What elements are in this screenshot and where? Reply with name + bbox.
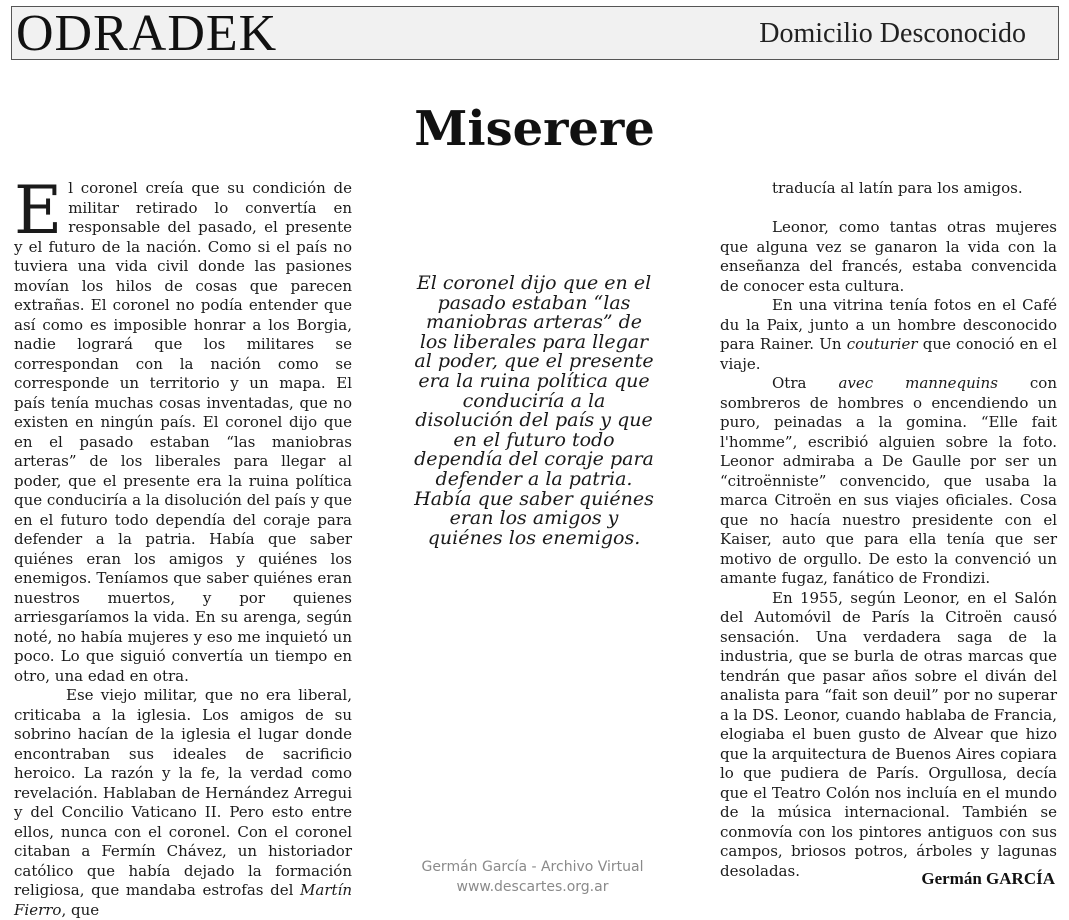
archive-credit (400, 857, 665, 897)
book-title: Martín Fierro (14, 881, 352, 919)
paragraph-spacer (720, 199, 1057, 219)
paragraph-text: traducía al latín para los amigos. (772, 179, 1023, 197)
author-signature: Germán GARCÍA (921, 869, 1055, 888)
paragraph (720, 296, 1057, 374)
article-column-right (720, 179, 1057, 881)
paragraph (720, 589, 1057, 882)
section-title: Domicilio Desconocido (759, 18, 1026, 49)
paragraph-text: Otra (772, 374, 839, 392)
paragraph-text: con sombreros de hombres o encendiendo un puro, peinadas a la gomina. “Elle fait l'homme”, escribió alguien sobre la foto. Leonor admiraba a De Gaulle por ser un “citroënniste” convencido, que usaba la marca Citroën en sus viajes oficiales. Cosa que no hacía nuestro presidente con el Kaiser, auto que para ella tenía que ser motivo de orgullo. De esto la convenció un amante fugaz, fanático de Frondizi. (720, 374, 1057, 587)
paragraph-text: , que (61, 900, 100, 919)
italic-term: couturier (846, 335, 918, 353)
paragraph-text: Leonor, como tantas otras mujeres que alguna vez se ganaron la vida con la enseñanza del francés, estaba convencida de conocer esta cultura. (720, 218, 1057, 295)
paragraph-text: En una vitrina tenía fotos en el Café du la Paix, junto a un hombre desconocido para Rainer. Un (720, 296, 1057, 353)
italic-term: avec mannequins (838, 374, 998, 392)
drop-cap: E (14, 172, 63, 249)
masthead (11, 6, 1059, 60)
paragraph-text: En 1955, según Leonor, en el Salón del Automóvil de París la Citroën causó sensación. Una verdadera saga de la industria, que se burla de otras marcas que tendrán que pasar años sobre el diván del analista para “fait son deuil” por no superar a la DS. Leonor, cuando hablaba de Francia, elogiaba el buen gusto de Alvear que hizo que la arquitectura de Buenos Aires copiara lo que pudiera de París. Orgullosa, decía que el Teatro Colón nos incluía en el mundo de la música internacional. También se conmovía con los pintores antiguos con sus campos, briosos potros, árboles y lagunas desoladas. (720, 588, 1057, 880)
paragraph-text: l coronel creía que su condición de militar retirado lo convertía en responsable del pasado, el presente y el futuro de la nación. Como si el país no tuviera una vida civil donde las pasiones movían los hilos de cosas que parecen extrañas. El coronel no podía entender que así como es imposible honrar a los Borgia, nadie logrará que los militares se correspondan con la nación como se corresponde un territorio y un mapa. El país tenía muchas cosas inventadas, que no existen en ningún país. El coronel dijo que en el pasado estaban “las maniobras arteras” de los liberales para llegar al poder, que el presente era la ruina política que conduciría a la disolución del país y que en el futuro todo dependía del coraje para defender a la patria. Había que saber quiénes eran los amigos y quiénes los enemigos. Teníamos que saber quiénes eran nuestros muertos, y por quienes arriesgaríamos la vida. En su arenga, según noté, no había mujeres y eso me inquietó un poco. Lo que siguió convertía un tiempo en otro, una edad en otra. (14, 179, 352, 685)
credit-line: Germán García - Archivo Virtual (421, 859, 644, 875)
paragraph (720, 218, 1057, 296)
credit-url: www.descartes.org.ar (456, 879, 609, 895)
paragraph (720, 374, 1057, 589)
article-column-left (14, 172, 352, 920)
paragraph-text: que conoció en el viaje. (720, 335, 1057, 373)
paragraph (720, 179, 1057, 199)
article-title: Miserere (414, 101, 655, 157)
pull-quote: El coronel dijo que en el pasado estaban “las maniobras arteras” de los liberales para llegar al poder, que el presente era la ruina política que conduciría a la disolución del país y que en el futuro todo dependía del coraje para defender a la patria. Había que saber quiénes eran los amigos y quiénes los enemigos. (414, 272, 654, 549)
paragraph (14, 172, 352, 686)
publication-logo: ODRADEK (16, 5, 278, 62)
paragraph (14, 686, 352, 920)
paragraph-text: Ese viejo militar, que no era liberal, criticaba a la iglesia. Los amigos de su sobrino hacían de la iglesia el lugar donde encontraban sus ideales de sacrificio heroico. La razón y la fe, la verdad como revelación. Hablaban de Hernández Arregui y del Concilio Vaticano II. Pero esto entre ellos, nunca con el coronel. Con el coronel citaban a Fermín Chávez, un historiador católico que había dejado la formación religiosa, que mandaba estrofas del (14, 686, 352, 899)
